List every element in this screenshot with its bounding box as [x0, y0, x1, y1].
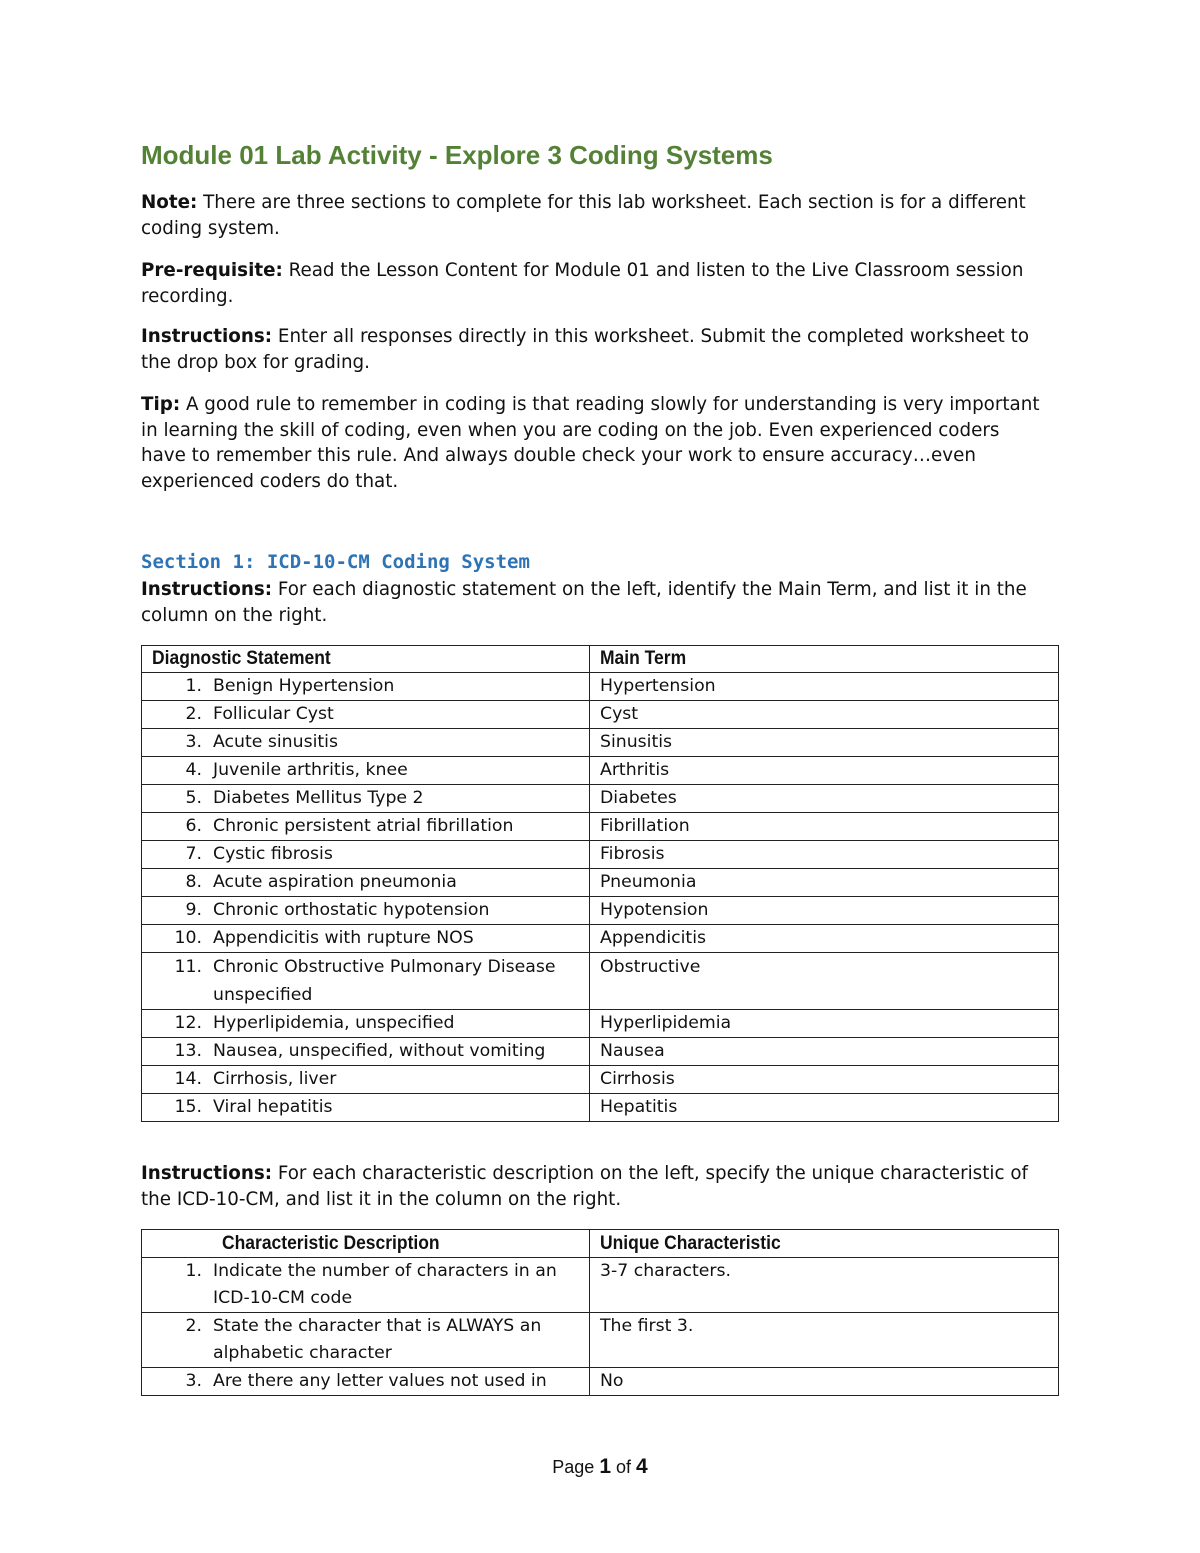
row-number: 11.	[174, 957, 202, 977]
table-row	[142, 729, 1059, 757]
row-number: 1.	[185, 676, 202, 696]
table-row	[142, 953, 1059, 1010]
row-number: 15.	[174, 1097, 202, 1117]
diagnostic-statement: Acute sinusitis	[213, 732, 338, 752]
main-term-cell: Obstructive	[590, 953, 1059, 1010]
diagnostic-statement-cell	[142, 813, 590, 841]
diagnostic-statement: Cirrhosis, liver	[213, 1069, 337, 1089]
characteristic-description-cell	[142, 1368, 590, 1396]
table-row	[142, 701, 1059, 729]
diagnostic-statement: Chronic Obstructive Pulmonary Disease unspecified	[213, 957, 556, 1005]
diagnostic-statement: Juvenile arthritis, knee	[213, 760, 408, 780]
tip-label: Tip:	[141, 394, 181, 415]
diagnostic-statement: Follicular Cyst	[213, 704, 334, 724]
row-number: 6.	[185, 816, 202, 836]
diagnostic-statement: Benign Hypertension	[213, 676, 395, 696]
table-row	[142, 897, 1059, 925]
row-number: 1.	[185, 1261, 202, 1281]
characteristic-description-cell	[142, 1258, 590, 1313]
instructions-paragraph	[141, 324, 1041, 375]
characteristic-description: State the character that is ALWAYS an alphabetic character	[213, 1316, 542, 1363]
prerequisite-paragraph	[141, 258, 1041, 309]
row-number: 8.	[185, 872, 202, 892]
main-term-cell: Cirrhosis	[590, 1066, 1059, 1094]
main-term-cell: Hypertension	[590, 673, 1059, 701]
main-term-cell: Hyperlipidemia	[590, 1010, 1059, 1038]
column-header-characteristic-description: Characteristic Description	[142, 1230, 590, 1258]
row-number: 2.	[185, 704, 202, 724]
characteristic-table	[141, 1229, 1059, 1396]
section-1-instructions-label: Instructions:	[141, 579, 273, 600]
table-row	[142, 673, 1059, 701]
diagnostic-statement-cell	[142, 841, 590, 869]
page-total: 4	[636, 1455, 648, 1478]
main-term-table	[141, 645, 1059, 1122]
table-header-row	[142, 646, 1059, 673]
table-row	[142, 785, 1059, 813]
row-number: 13.	[174, 1041, 202, 1061]
main-term-cell: Diabetes	[590, 785, 1059, 813]
diagnostic-statement-cell	[142, 897, 590, 925]
row-number: 14.	[174, 1069, 202, 1089]
prerequisite-text: Read the Lesson Content for Module 01 and listen to the Live Classroom session recording.	[141, 260, 1024, 307]
diagnostic-statement-cell	[142, 701, 590, 729]
characteristic-description: Indicate the number of characters in an ICD-10-CM code	[213, 1261, 557, 1308]
unique-characteristic-cell: 3-7 characters.	[590, 1258, 1059, 1313]
section-1-heading: Section 1: ICD-10-CM Coding System	[141, 551, 530, 573]
row-number: 12.	[174, 1013, 202, 1033]
diagnostic-statement-cell	[142, 673, 590, 701]
diagnostic-statement: Nausea, unspecified, without vomiting	[213, 1041, 546, 1061]
table-row	[142, 1066, 1059, 1094]
main-term-cell: Fibrosis	[590, 841, 1059, 869]
diagnostic-statement: Diabetes Mellitus Type 2	[213, 788, 424, 808]
unique-characteristic-cell: The first 3.	[590, 1313, 1059, 1368]
main-term-cell: Hypotension	[590, 897, 1059, 925]
diagnostic-statement: Chronic orthostatic hypotension	[213, 900, 490, 920]
main-term-cell: Cyst	[590, 701, 1059, 729]
row-number: 4.	[185, 760, 202, 780]
table-row	[142, 869, 1059, 897]
column-header-unique-characteristic: Unique Characteristic	[590, 1230, 1059, 1258]
diagnostic-statement-cell	[142, 757, 590, 785]
table-row	[142, 757, 1059, 785]
row-number: 3.	[185, 732, 202, 752]
main-term-cell: Fibrillation	[590, 813, 1059, 841]
main-term-cell: Arthritis	[590, 757, 1059, 785]
diagnostic-statement-cell	[142, 1010, 590, 1038]
main-term-cell: Sinusitis	[590, 729, 1059, 757]
table-row	[142, 925, 1059, 953]
section-1b-instructions-text: For each characteristic description on the left, specify the unique characteristic of the ICD-10-CM, and list it in the column on the right.	[141, 1163, 1028, 1210]
diagnostic-statement: Viral hepatitis	[213, 1097, 333, 1117]
page-label: Page	[552, 1457, 595, 1477]
of-label: of	[616, 1457, 632, 1477]
table-row	[142, 1010, 1059, 1038]
main-term-cell: Nausea	[590, 1038, 1059, 1066]
table-row	[142, 1368, 1059, 1396]
row-number: 10.	[174, 928, 202, 948]
main-term-cell: Pneumonia	[590, 869, 1059, 897]
instructions-text: Enter all responses directly in this worksheet. Submit the completed worksheet to the drop box for grading.	[141, 326, 1030, 373]
diagnostic-statement-cell	[142, 729, 590, 757]
page-number: 1	[599, 1455, 611, 1478]
diagnostic-statement-cell	[142, 785, 590, 813]
row-number: 7.	[185, 844, 202, 864]
section-1b-instructions	[141, 1161, 1041, 1212]
table-header-row	[142, 1230, 1059, 1258]
note-text: There are three sections to complete for this lab worksheet. Each section is for a different coding system.	[141, 192, 1026, 239]
instructions-label: Instructions:	[141, 326, 273, 347]
diagnostic-statement: Acute aspiration pneumonia	[213, 872, 457, 892]
table-row	[142, 1038, 1059, 1066]
row-number: 5.	[185, 788, 202, 808]
diagnostic-statement-cell	[142, 1094, 590, 1122]
diagnostic-statement-cell	[142, 1038, 590, 1066]
table-row	[142, 841, 1059, 869]
section-1b-instructions-label: Instructions:	[141, 1163, 273, 1184]
table-row	[142, 1094, 1059, 1122]
table-row	[142, 1258, 1059, 1313]
page-footer	[0, 1455, 1200, 1479]
main-term-cell: Appendicitis	[590, 925, 1059, 953]
diagnostic-statement: Hyperlipidemia, unspecified	[213, 1013, 455, 1033]
tip-text: A good rule to remember in coding is that reading slowly for understanding is very important in learning the skill of coding, even when you are coding on the job. Even experienced coders have to remember this rule. And always double check your work to ensure accuracy…even experienced coders do that.	[141, 394, 1040, 492]
diagnostic-statement-cell	[142, 1066, 590, 1094]
diagnostic-statement-cell	[142, 953, 590, 1010]
main-term-cell: Hepatitis	[590, 1094, 1059, 1122]
table-row	[142, 1313, 1059, 1368]
note-paragraph	[141, 190, 1041, 241]
page-title: Module 01 Lab Activity - Explore 3 Coding Systems	[141, 140, 773, 170]
unique-characteristic-cell: No	[590, 1368, 1059, 1396]
tip-paragraph	[141, 392, 1041, 494]
prerequisite-label: Pre-requisite:	[141, 260, 283, 281]
column-header-diagnostic-statement: Diagnostic Statement	[142, 646, 590, 673]
diagnostic-statement: Appendicitis with rupture NOS	[213, 928, 474, 948]
table-row	[142, 813, 1059, 841]
note-label: Note:	[141, 192, 198, 213]
column-header-main-term: Main Term	[590, 646, 1059, 673]
diagnostic-statement-cell	[142, 869, 590, 897]
row-number: 9.	[185, 900, 202, 920]
diagnostic-statement: Cystic fibrosis	[213, 844, 333, 864]
section-1-instructions	[141, 577, 1041, 628]
row-number: 2.	[185, 1316, 202, 1336]
characteristic-description-cell	[142, 1313, 590, 1368]
diagnostic-statement: Chronic persistent atrial fibrillation	[213, 816, 514, 836]
characteristic-description: Are there any letter values not used in	[213, 1371, 547, 1391]
diagnostic-statement-cell	[142, 925, 590, 953]
section-1-instructions-text: For each diagnostic statement on the left, identify the Main Term, and list it in the column on the right.	[141, 579, 1027, 626]
row-number: 3.	[185, 1371, 202, 1391]
